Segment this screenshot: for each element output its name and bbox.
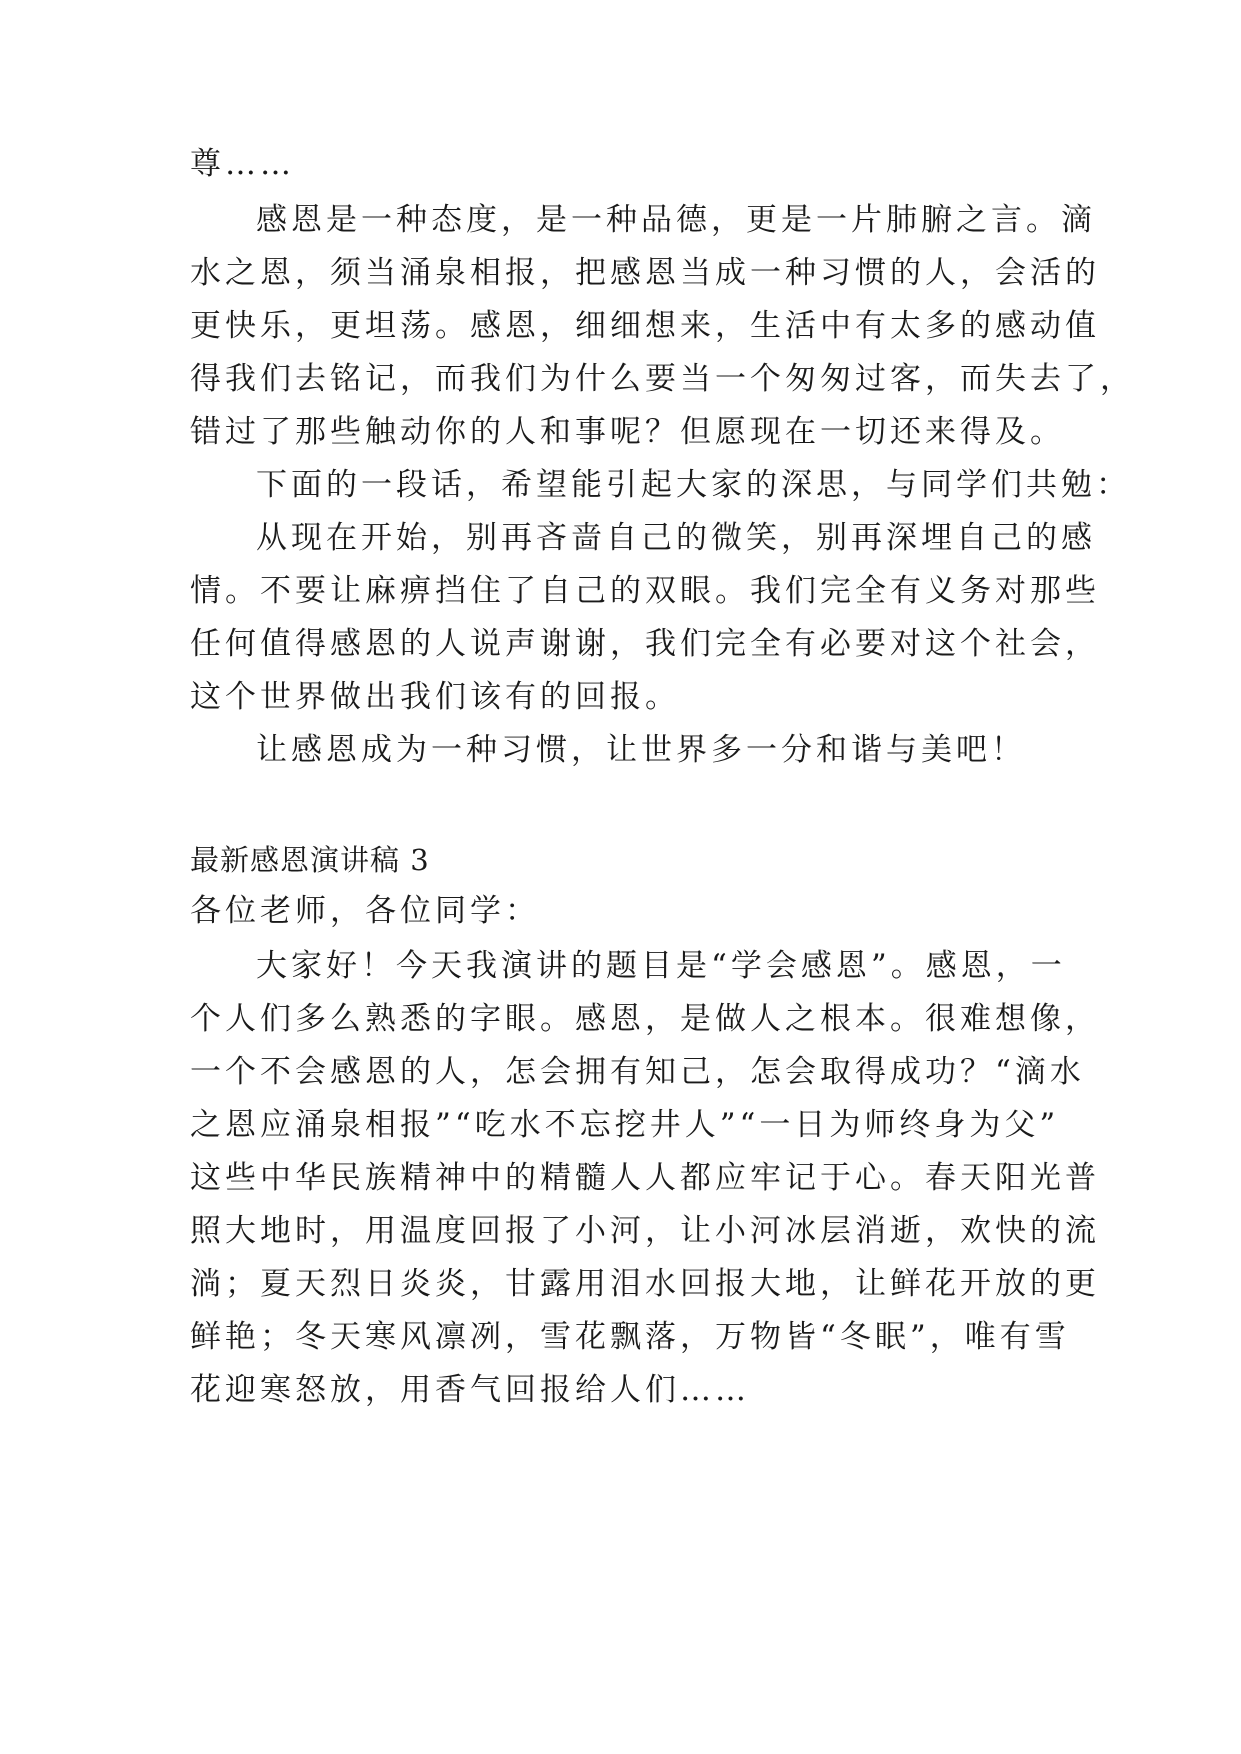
paragraph-line: 大家好！今天我演讲的题目是“学会感恩”。感恩，一 bbox=[256, 948, 1066, 984]
paragraph-tail-line: 尊…… bbox=[190, 146, 295, 182]
paragraph-line: 淌；夏天烈日炎炎，甘露用泪水回报大地，让鲜花开放的更 bbox=[190, 1266, 1100, 1302]
paragraph-line: 这些中华民族精神中的精髓人人都应牢记于心。春天阳光普 bbox=[190, 1160, 1100, 1196]
paragraph-line: 个人们多么熟悉的字眼。感恩，是做人之根本。很难想像， bbox=[190, 1001, 1100, 1037]
paragraph-line: 照大地时，用温度回报了小河，让小河冰层消逝，欢快的流 bbox=[190, 1213, 1100, 1249]
paragraph-line: 之恩应涌泉相报”“吃水不忘挖井人”“一日为师终身为父” bbox=[190, 1107, 1060, 1143]
paragraph-line: 错过了那些触动你的人和事呢？但愿现在一切还来得及。 bbox=[190, 414, 1065, 450]
paragraph-line: 感恩是一种态度，是一种品德，更是一片肺腑之言。滴 bbox=[256, 202, 1096, 238]
paragraph-line: 从现在开始，别再吝啬自己的微笑，别再深埋自己的感 bbox=[256, 520, 1096, 556]
paragraph-line: 情。不要让麻痹挡住了自己的双眼。我们完全有义务对那些 bbox=[190, 573, 1100, 609]
paragraph-line: 下面的一段话，希望能引起大家的深思，与同学们共勉： bbox=[256, 467, 1131, 503]
greeting-line: 各位老师，各位同学： bbox=[190, 893, 540, 929]
paragraph-line: 水之恩，须当涌泉相报，把感恩当成一种习惯的人，会活的 bbox=[190, 255, 1100, 291]
paragraph-line: 这个世界做出我们该有的回报。 bbox=[190, 679, 680, 715]
section-title: 最新感恩演讲稿 3 bbox=[190, 843, 430, 877]
paragraph-line: 花迎寒怒放，用香气回报给人们…… bbox=[190, 1372, 750, 1408]
paragraph-line: 让感恩成为一种习惯，让世界多一分和谐与美吧！ bbox=[256, 732, 1026, 768]
paragraph-line: 鲜艳；冬天寒风凛冽，雪花飘落，万物皆“冬眠”，唯有雪 bbox=[190, 1319, 1070, 1355]
paragraph-line: 得我们去铭记，而我们为什么要当一个匆匆过客，而失去了， bbox=[190, 361, 1135, 397]
paragraph-line: 一个不会感恩的人，怎会拥有知己，怎会取得成功？“滴水 bbox=[190, 1054, 1085, 1090]
paragraph-line: 更快乐，更坦荡。感恩，细细想来，生活中有太多的感动值 bbox=[190, 308, 1100, 344]
paragraph-line: 任何值得感恩的人说声谢谢，我们完全有必要对这个社会， bbox=[190, 626, 1100, 662]
